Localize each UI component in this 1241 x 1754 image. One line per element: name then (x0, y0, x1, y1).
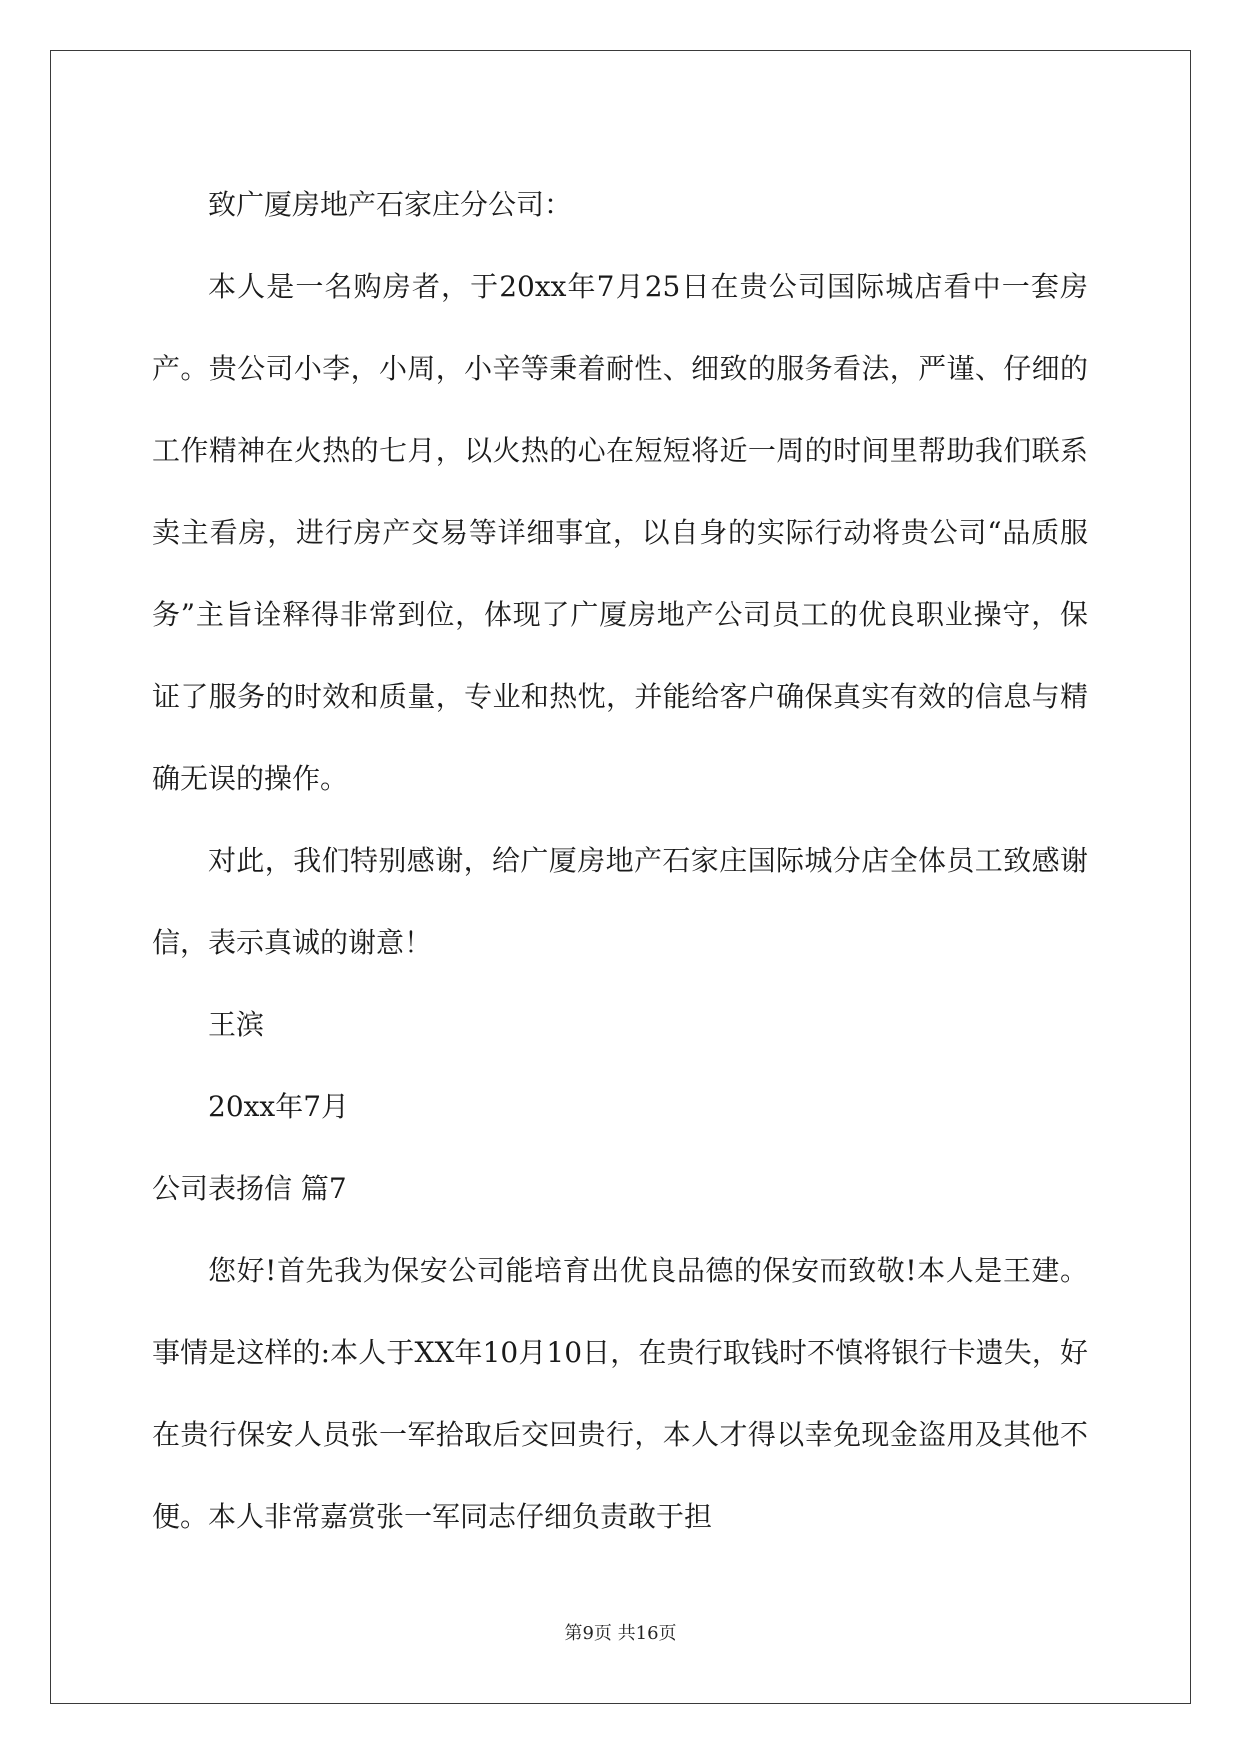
letter-salutation: 致广厦房地产石家庄分公司： (208, 188, 573, 221)
letter2-body-paragraph: 您好!首先我为保安公司能培育出优良品德的保安而致敬!本人是王建。事情是这样的:本人于XX年10月10日，在贵行取钱时不慎将银行卡遗失，好在贵行保安人员张一军拾取后交回贵行，本人才得以幸免现金盗用及其他不便。本人非常嘉赏张一军同志仔细负责敢于担 (152, 1254, 1088, 1533)
letter-date: 20xx年7月 (208, 1090, 350, 1123)
letter-signature: 王滨 (208, 1008, 265, 1041)
section-heading: 公司表扬信 篇7 (152, 1172, 347, 1205)
letter-body-paragraph: 本人是一名购房者，于20xx年7月25日在贵公司国际城店看中一套房产。贵公司小李，小周，小辛等秉着耐性、细致的服务看法，严谨、仔细的工作精神在火热的七月，以火热的心在短短将近一周的时间里帮助我们联系卖主看房，进行房产交易等详细事宜，以自身的实际行动将贵公司“品质服务”主旨诠释得非常到位，体现了广厦房地产公司员工的优良职业操守，保证了服务的时效和质量，专业和热忱，并能给客户确保真实有效的信息与精确无误的操作。 (152, 270, 1088, 795)
page-number-footer: 第9页 共16页 (564, 1623, 677, 1644)
letter-thanks-paragraph: 对此，我们特别感谢，给广厦房地产石家庄国际城分店全体员工致感谢信，表示真诚的谢意！ (152, 844, 1088, 959)
document-body (152, 164, 1088, 1558)
